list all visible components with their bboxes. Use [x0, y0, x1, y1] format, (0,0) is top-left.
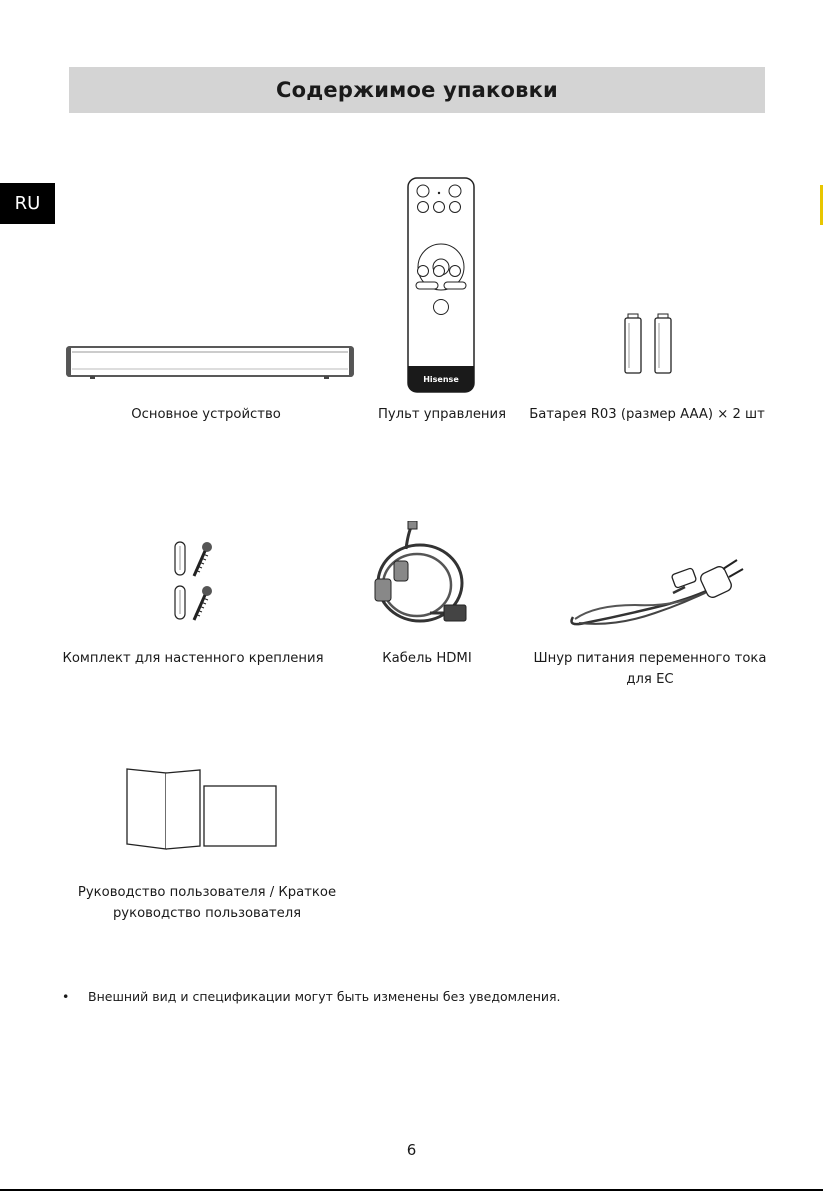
page-title: Содержимое упаковки	[276, 78, 558, 102]
item-label-power-cord-line2: для ЕС	[626, 672, 674, 687]
page-number: 6	[406, 1141, 417, 1159]
disclaimer-note	[62, 989, 561, 1004]
manuals-icon	[124, 766, 280, 852]
language-tab	[0, 183, 55, 224]
disclaimer-text: Внешний вид и спецификации могут быть изменены без уведомления.	[88, 989, 561, 1004]
item-label-main-unit: Основное устройство	[131, 407, 281, 422]
batteries-icon	[622, 313, 680, 375]
item-label-power-cord	[526, 648, 774, 690]
hdmi-cable-icon	[370, 521, 470, 631]
item-label-manuals-line2: руководство пользователя	[112, 906, 302, 921]
remote-brand-logo: Hisense	[423, 375, 459, 384]
item-label-manuals-line1: Руководство пользователя / Краткое	[77, 885, 337, 900]
soundbar-icon	[64, 344, 356, 380]
bullet: •	[62, 989, 70, 1004]
item-label-hdmi: Кабель HDMI	[382, 651, 472, 666]
item-label-batteries: Батарея R03 (размер AAA) × 2 шт	[529, 407, 765, 422]
power-cord-icon	[565, 557, 745, 633]
section-title-bar	[69, 67, 765, 113]
wall-mount-kit-icon	[172, 540, 220, 622]
item-label-manuals	[72, 882, 342, 924]
item-label-wall-mount: Комплект для настенного крепления	[62, 651, 324, 666]
item-label-power-cord-line1: Шнур питания переменного тока	[533, 651, 767, 666]
remote-control-icon	[406, 176, 476, 394]
language-label: RU	[14, 193, 41, 214]
bottom-rule	[0, 1189, 823, 1191]
item-label-remote: Пульт управления	[377, 407, 507, 422]
